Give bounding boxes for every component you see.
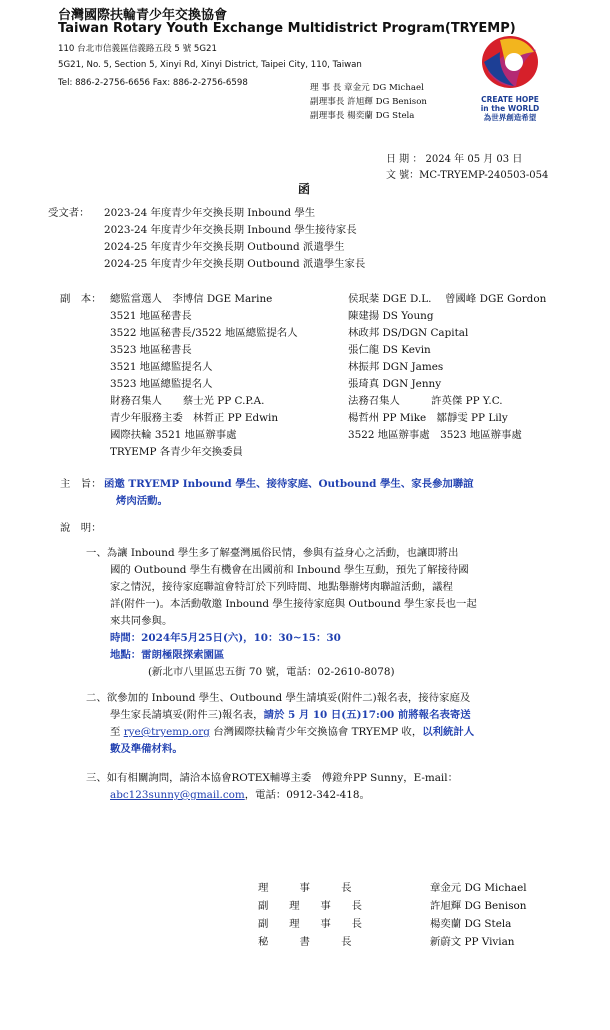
cc-right-item: 3522 地區辦事處 3523 地區辦事處 bbox=[348, 429, 522, 441]
explain-p3-line-2 bbox=[110, 787, 370, 804]
cc-left-item: TRYEMP 各青少年交換委員 bbox=[110, 446, 243, 458]
officer-vice-chair-2: 副理事長 楊奕蘭 DG Stela bbox=[310, 111, 415, 121]
cc-left-item: 財務召集人 蔡士光 PP C.P.A. bbox=[110, 395, 265, 407]
cc-left-item: 總監當選人 李博信 DGE Marine bbox=[110, 293, 273, 305]
cc-label: 副 本： bbox=[60, 293, 102, 305]
address-english: 5G21, No. 5, Section 5, Xinyi Rd, Xinyi District, Taipei City, 110, Taiwan bbox=[58, 60, 362, 70]
cc-right-item: 法務召集人 許英傑 PP Y.C. bbox=[348, 395, 503, 407]
subject-label: 主 旨： bbox=[60, 478, 102, 490]
cc-left-item: 3521 地區秘書長 bbox=[110, 310, 192, 322]
explain-p1-line: 來共同參與。 bbox=[110, 615, 173, 627]
recipients-label: 受文者： bbox=[48, 207, 90, 219]
cc-right-item: 林政邦 DS/DGN Capital bbox=[348, 327, 469, 339]
cc-right-item: 楊哲州 PP Mike 鄒靜雯 PP Lily bbox=[348, 412, 508, 424]
cc-right-item: 張仁龍 DS Kevin bbox=[348, 344, 431, 356]
officer-vice-chair-1: 副理事長 許旭輝 DG Benison bbox=[310, 97, 427, 107]
cc-right-item: 張琦真 DGN Jenny bbox=[348, 378, 442, 390]
logo-text-1: CREATE HOPE bbox=[481, 95, 539, 104]
event-place: 地點：雷朗極限探索園區 bbox=[110, 649, 225, 661]
signature-name: 新蔚文 PP Vivian bbox=[430, 936, 515, 948]
cc-right-item: 林振邦 DGN James bbox=[348, 361, 444, 373]
cc-left-item: 3523 地區秘書長 bbox=[110, 344, 192, 356]
recipient-line: 2024-25 年度青少年交換長期 Outbound 派遣學生 bbox=[104, 241, 345, 253]
recipient-line: 2024-25 年度青少年交換長期 Outbound 派遣學生家長 bbox=[104, 258, 366, 270]
doc-type-title: 函 bbox=[298, 182, 311, 196]
cc-left-item: 3521 地區總監提名人 bbox=[110, 361, 213, 373]
rye-email-link[interactable]: rye@tryemp.org bbox=[123, 726, 210, 738]
cc-left-item: 青少年服務主委 林哲正 PP Edwin bbox=[110, 412, 279, 424]
signature-name: 章金元 DG Michael bbox=[430, 882, 527, 894]
subject-line-1: 函邀 TRYEMP Inbound 學生、接待家庭、Outbound 學生、家長參加聯誼 bbox=[104, 478, 474, 490]
create-hope-logo bbox=[470, 32, 550, 122]
p2-stat: 以利統計人 bbox=[422, 726, 475, 738]
explain-p2-line-4: 數及準備材料。 bbox=[110, 743, 183, 755]
doc-number: 文 號：MC-TRYEMP-240503-054 bbox=[386, 170, 549, 181]
logo-text-2: in the WORLD bbox=[480, 104, 540, 113]
p3-phone: ，電話：0912-342-418。 bbox=[244, 789, 370, 801]
sunny-email-link[interactable]: abc123sunny@gmail.com bbox=[110, 789, 245, 801]
explain-p2-line-2 bbox=[110, 707, 471, 724]
p2-to: 至 bbox=[110, 726, 124, 738]
event-address: (新北市八里區忠五街 70 號，電話：02-2610-8078) bbox=[148, 666, 395, 678]
explain-p3-line-1: 三、如有相關詢問，請洽本協會ROTEX輔導主委 傅鐙弁PP Sunny，E-mail： bbox=[86, 772, 458, 784]
explain-p1-line: 家之情況，接待家庭聯誼會特訂於下列時間、地點舉辦烤肉聯誼活動，議程 bbox=[110, 581, 453, 593]
doc-date: 日 期 ： 2024 年 05 月 03 日 bbox=[386, 154, 523, 165]
explain-p2-line-1: 二、欲參加的 Inbound 學生、Outbound 學生請填妥(附件二)報名表，接待家庭及 bbox=[86, 692, 471, 704]
logo-text-3: 為世界創造希望 bbox=[483, 113, 537, 122]
tel-fax: Tel: 886-2-2756-6656 Fax: 886-2-2756-6598 bbox=[58, 78, 248, 88]
signature-title: 副 理 事 長 bbox=[258, 900, 362, 912]
address-chinese: 110 台北市信義區信義路五段 5 號 5G21 bbox=[58, 44, 217, 54]
cc-left-item: 3522 地區秘書長/3522 地區總監提名人 bbox=[110, 327, 298, 339]
signature-name: 許旭輝 DG Benison bbox=[430, 900, 527, 912]
org-name-english: Taiwan Rotary Youth Exchange Multidistrict Program(TRYEMP) bbox=[58, 21, 516, 36]
event-time: 時間：2024年5月25日(六)，10：30~15：30 bbox=[110, 632, 341, 644]
cc-left-item: 國際扶輪 3521 地區辦事處 bbox=[110, 429, 237, 441]
p2-text: 學生家長請填妥(附件三)報名表， bbox=[110, 709, 264, 721]
explain-p1-line: 一、為讓 Inbound 學生多了解臺灣風俗民情，參與有益身心之活動，也讓即將出 bbox=[86, 547, 459, 559]
recipient-line: 2023-24 年度青少年交換長期 Inbound 學生接待家長 bbox=[104, 224, 357, 236]
explain-p1-line: 國的 Outbound 學生有機會在出國前和 Inbound 學生互動，預先了解接待國 bbox=[110, 564, 469, 576]
rotary-hope-icon bbox=[470, 32, 550, 92]
recipient-line: 2023-24 年度青少年交換長期 Inbound 學生 bbox=[104, 207, 316, 219]
officer-chairman: 理 事 長 章金元 DG Michael bbox=[310, 83, 424, 93]
p2-deadline: 請於 5 月 10 日(五)17:00 前將報名表寄送 bbox=[263, 709, 471, 721]
explain-label: 說 明： bbox=[60, 522, 102, 534]
signature-title: 副 理 事 長 bbox=[258, 918, 362, 930]
explain-p1-line: 詳(附件一)。本活動敬邀 Inbound 學生接待家庭與 Outbound 學生家長也一起 bbox=[110, 598, 477, 610]
cc-right-item: 侯珉棻 DGE D.L. 曾國峰 DGE Gordon bbox=[348, 293, 547, 305]
cc-right-item: 陳建揚 DS Young bbox=[348, 310, 434, 322]
signature-name: 楊奕蘭 DG Stela bbox=[430, 918, 512, 930]
p2-org: 台灣國際扶輪青少年交換協會 TRYEMP 收， bbox=[209, 726, 423, 738]
signature-title: 理 事 長 bbox=[258, 882, 352, 894]
cc-left-item: 3523 地區總監提名人 bbox=[110, 378, 213, 390]
org-name-chinese: 台灣國際扶輪青少年交換協會 bbox=[58, 8, 228, 23]
explain-p2-line-3 bbox=[110, 724, 474, 741]
subject-line-2: 烤肉活動。 bbox=[116, 495, 168, 507]
signature-title: 秘 書 長 bbox=[258, 936, 352, 948]
